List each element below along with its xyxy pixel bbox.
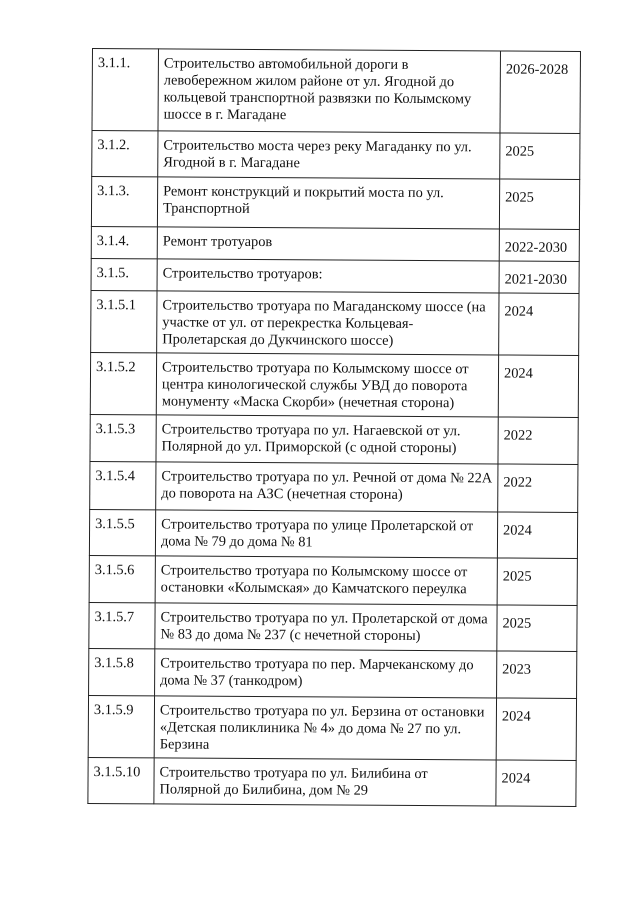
row-period xyxy=(496,760,576,806)
table-row xyxy=(90,414,578,464)
document-page xyxy=(87,48,580,807)
row-period-text: 2024 xyxy=(501,708,531,725)
table-row xyxy=(91,258,579,293)
table-row xyxy=(92,49,580,134)
table-row xyxy=(88,695,576,760)
row-period-text: 2023 xyxy=(502,661,532,678)
table-row xyxy=(91,226,579,261)
row-description: Строительство тротуара по ул. Пролетарской от дома № 83 до дома № 237 (с нечетной стороны) xyxy=(155,603,497,651)
row-description: Строительство моста через реку Магаданку по ул. Ягодной в г. Магадане xyxy=(158,131,500,179)
measures-table xyxy=(87,48,581,807)
row-number: 3.1.3. xyxy=(91,177,157,227)
row-description: Строительство автомобильной дороги в левобережном жилом районе от ул. Ягодной до кольцевой транспортной развязки по Колымскому шоссе в г. Магадане xyxy=(158,49,500,133)
row-number: 3.1.2. xyxy=(92,131,158,177)
table-row xyxy=(89,555,577,605)
table-row xyxy=(89,509,577,558)
row-description: Строительство тротуара по ул. Речной от дома № 22А до поворота на АЗС (нечетная сторона) xyxy=(156,462,498,512)
table-row xyxy=(91,290,579,355)
row-description: Строительство тротуаров: xyxy=(157,259,499,293)
row-period-text: 2024 xyxy=(503,365,533,382)
row-description: Строительство тротуара по пер. Марчеканскому до дома № 37 (танкодром) xyxy=(155,649,497,698)
row-number: 3.1.1. xyxy=(92,49,158,131)
row-period-text: 2024 xyxy=(501,770,531,787)
measures-table-body xyxy=(88,49,581,807)
row-period xyxy=(499,293,579,355)
row-description: Ремонт конструкций и покрытий моста по ул. Транспортной xyxy=(157,177,499,229)
row-period-text: 2025 xyxy=(502,615,532,632)
row-description: Строительство тротуара по улице Пролетарской от дома № 79 до дома № 81 xyxy=(155,510,497,558)
row-period-text: 2022 xyxy=(503,427,533,444)
row-number: 3.1.5.9 xyxy=(88,695,154,757)
row-period xyxy=(497,651,577,698)
row-period xyxy=(497,558,577,605)
row-number: 3.1.5.4 xyxy=(90,461,156,509)
table-row xyxy=(88,757,576,806)
row-period xyxy=(499,179,579,229)
table-row xyxy=(90,352,578,417)
table-row xyxy=(89,602,577,651)
row-period-text: 2022-2030 xyxy=(504,239,568,256)
row-period xyxy=(498,417,578,464)
row-period-text: 2024 xyxy=(504,303,534,320)
row-number: 3.1.5.5 xyxy=(89,509,155,555)
row-description: Строительство тротуара по ул. Билибина от Полярной до Билибина, дом № 29 xyxy=(154,758,496,806)
row-description: Строительство тротуара по ул. Берзина от остановки «Детская поликлиника № 4» до дома № 27 по ул. Берзина xyxy=(154,696,496,760)
row-period-text: 2025 xyxy=(505,143,535,160)
row-period xyxy=(499,261,579,293)
row-number: 3.1.5.10 xyxy=(88,757,154,803)
row-period xyxy=(497,605,577,651)
row-number: 3.1.5.6 xyxy=(89,555,155,602)
row-number: 3.1.5. xyxy=(91,258,157,290)
row-period xyxy=(497,512,577,558)
row-description: Строительство тротуара по ул. Нагаевской от ул. Полярной до ул. Приморской (с одной стороны) xyxy=(156,415,498,464)
row-period xyxy=(499,229,579,261)
row-period xyxy=(500,133,580,179)
row-number: 3.1.5.1 xyxy=(91,290,157,352)
table-row xyxy=(89,648,577,698)
row-period-text: 2025 xyxy=(502,568,532,585)
table-row xyxy=(90,461,578,512)
row-description: Строительство тротуара по Колымскому шоссе от центра кинологической службы УВД до поворота монументу «Маска Скорби» (нечетная сторона) xyxy=(156,353,498,417)
row-description: Строительство тротуара по Магаданскому шоссе (на участке от ул. от перекрестка Кольцевая-Пролетарская до Дукчинского шоссе) xyxy=(157,291,499,355)
table-row xyxy=(92,131,580,180)
row-period-text: 2025 xyxy=(505,189,534,206)
row-period-text: 2022 xyxy=(503,474,533,491)
row-description: Ремонт тротуаров xyxy=(157,227,499,261)
table-row xyxy=(91,177,579,230)
row-number: 3.1.5.7 xyxy=(89,602,155,648)
row-period-text: 2021-2030 xyxy=(504,271,568,288)
row-period-text: 2024 xyxy=(503,522,532,539)
row-period-text: 2026-2028 xyxy=(505,61,569,78)
row-number: 3.1.5.3 xyxy=(90,414,156,461)
row-description: Строительство тротуара по Колымскому шоссе от остановки «Колымская» до Камчатского переулка xyxy=(155,556,497,605)
row-period xyxy=(496,698,576,760)
row-period xyxy=(500,51,580,133)
row-number: 3.1.4. xyxy=(91,226,157,258)
row-number: 3.1.5.8 xyxy=(89,648,155,695)
row-period xyxy=(498,464,578,512)
row-period xyxy=(498,355,578,417)
row-number: 3.1.5.2 xyxy=(90,352,156,414)
